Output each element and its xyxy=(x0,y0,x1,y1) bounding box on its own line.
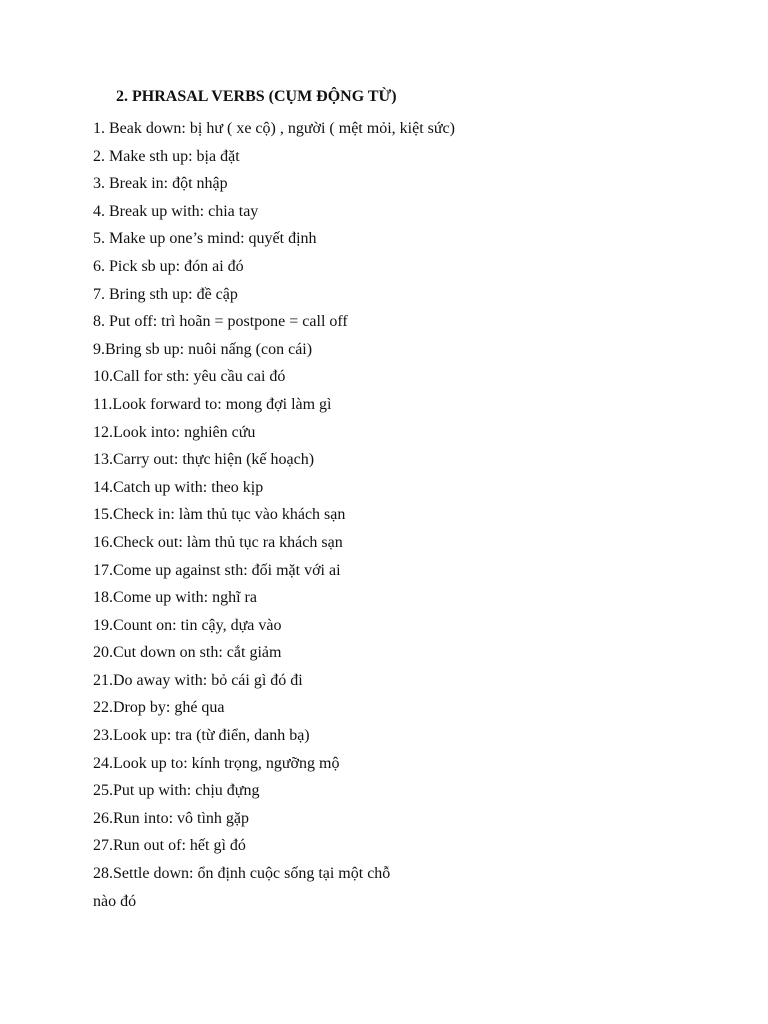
list-item: 21.Do away with: bỏ cái gì đó đi xyxy=(93,671,303,689)
list-item: 25.Put up with: chịu đựng xyxy=(93,782,260,800)
list-item: 8. Put off: trì hoãn = postpone = call off xyxy=(93,313,348,331)
phrasal-verb-list xyxy=(93,115,455,915)
list-item: 22.Drop by: ghé qua xyxy=(93,699,225,717)
list-item: 11.Look forward to: mong đợi làm gì xyxy=(93,395,332,413)
list-item: 20.Cut down on sth: cắt giảm xyxy=(93,644,282,662)
list-item-continuation: nào đó xyxy=(93,892,137,910)
list-item: 27.Run out of: hết gì đó xyxy=(93,837,246,855)
list-item: 2. Make sth up: bịa đặt xyxy=(93,147,240,165)
list-item: 4. Break up with: chia tay xyxy=(93,202,259,220)
list-item: 6. Pick sb up: đón ai đó xyxy=(93,257,244,275)
list-item: 26.Run into: vô tình gặp xyxy=(93,809,249,827)
list-item: 9.Bring sb up: nuôi nấng (con cái) xyxy=(93,340,313,358)
list-item: 18.Come up with: nghĩ ra xyxy=(93,589,257,607)
list-item: 5. Make up one’s mind: quyết định xyxy=(93,230,317,248)
list-item: 15.Check in: làm thủ tục vào khách sạn xyxy=(93,506,346,524)
list-item: 7. Bring sth up: đề cập xyxy=(93,285,238,303)
list-item: 23.Look up: tra (từ điển, danh bạ) xyxy=(93,727,310,745)
list-item: 28.Settle down: ổn định cuộc sống tại một chỗ xyxy=(93,865,391,883)
list-item: 14.Catch up with: theo kịp xyxy=(93,478,264,496)
list-item: 17.Come up against sth: đối mặt với ai xyxy=(93,561,341,579)
list-item: 3. Break in: đột nhập xyxy=(93,175,228,193)
list-item: 1. Beak down: bị hư ( xe cộ) , người ( mệt mỏi, kiệt sức) xyxy=(93,120,455,137)
list-item: 16.Check out: làm thủ tục ra khách sạn xyxy=(93,533,343,551)
list-item: 24.Look up to: kính trọng, ngưỡng mộ xyxy=(93,754,340,772)
list-item: 12.Look into: nghiên cứu xyxy=(93,423,256,441)
list-item: 19.Count on: tin cậy, dựa vào xyxy=(93,616,282,634)
list-item: 13.Carry out: thực hiện (kế hoạch) xyxy=(93,451,315,469)
section-heading: 2. PHRASAL VERBS (CỤM ĐỘNG TỪ) xyxy=(116,88,397,105)
list-item: 10.Call for sth: yêu cầu cai đó xyxy=(93,368,286,386)
